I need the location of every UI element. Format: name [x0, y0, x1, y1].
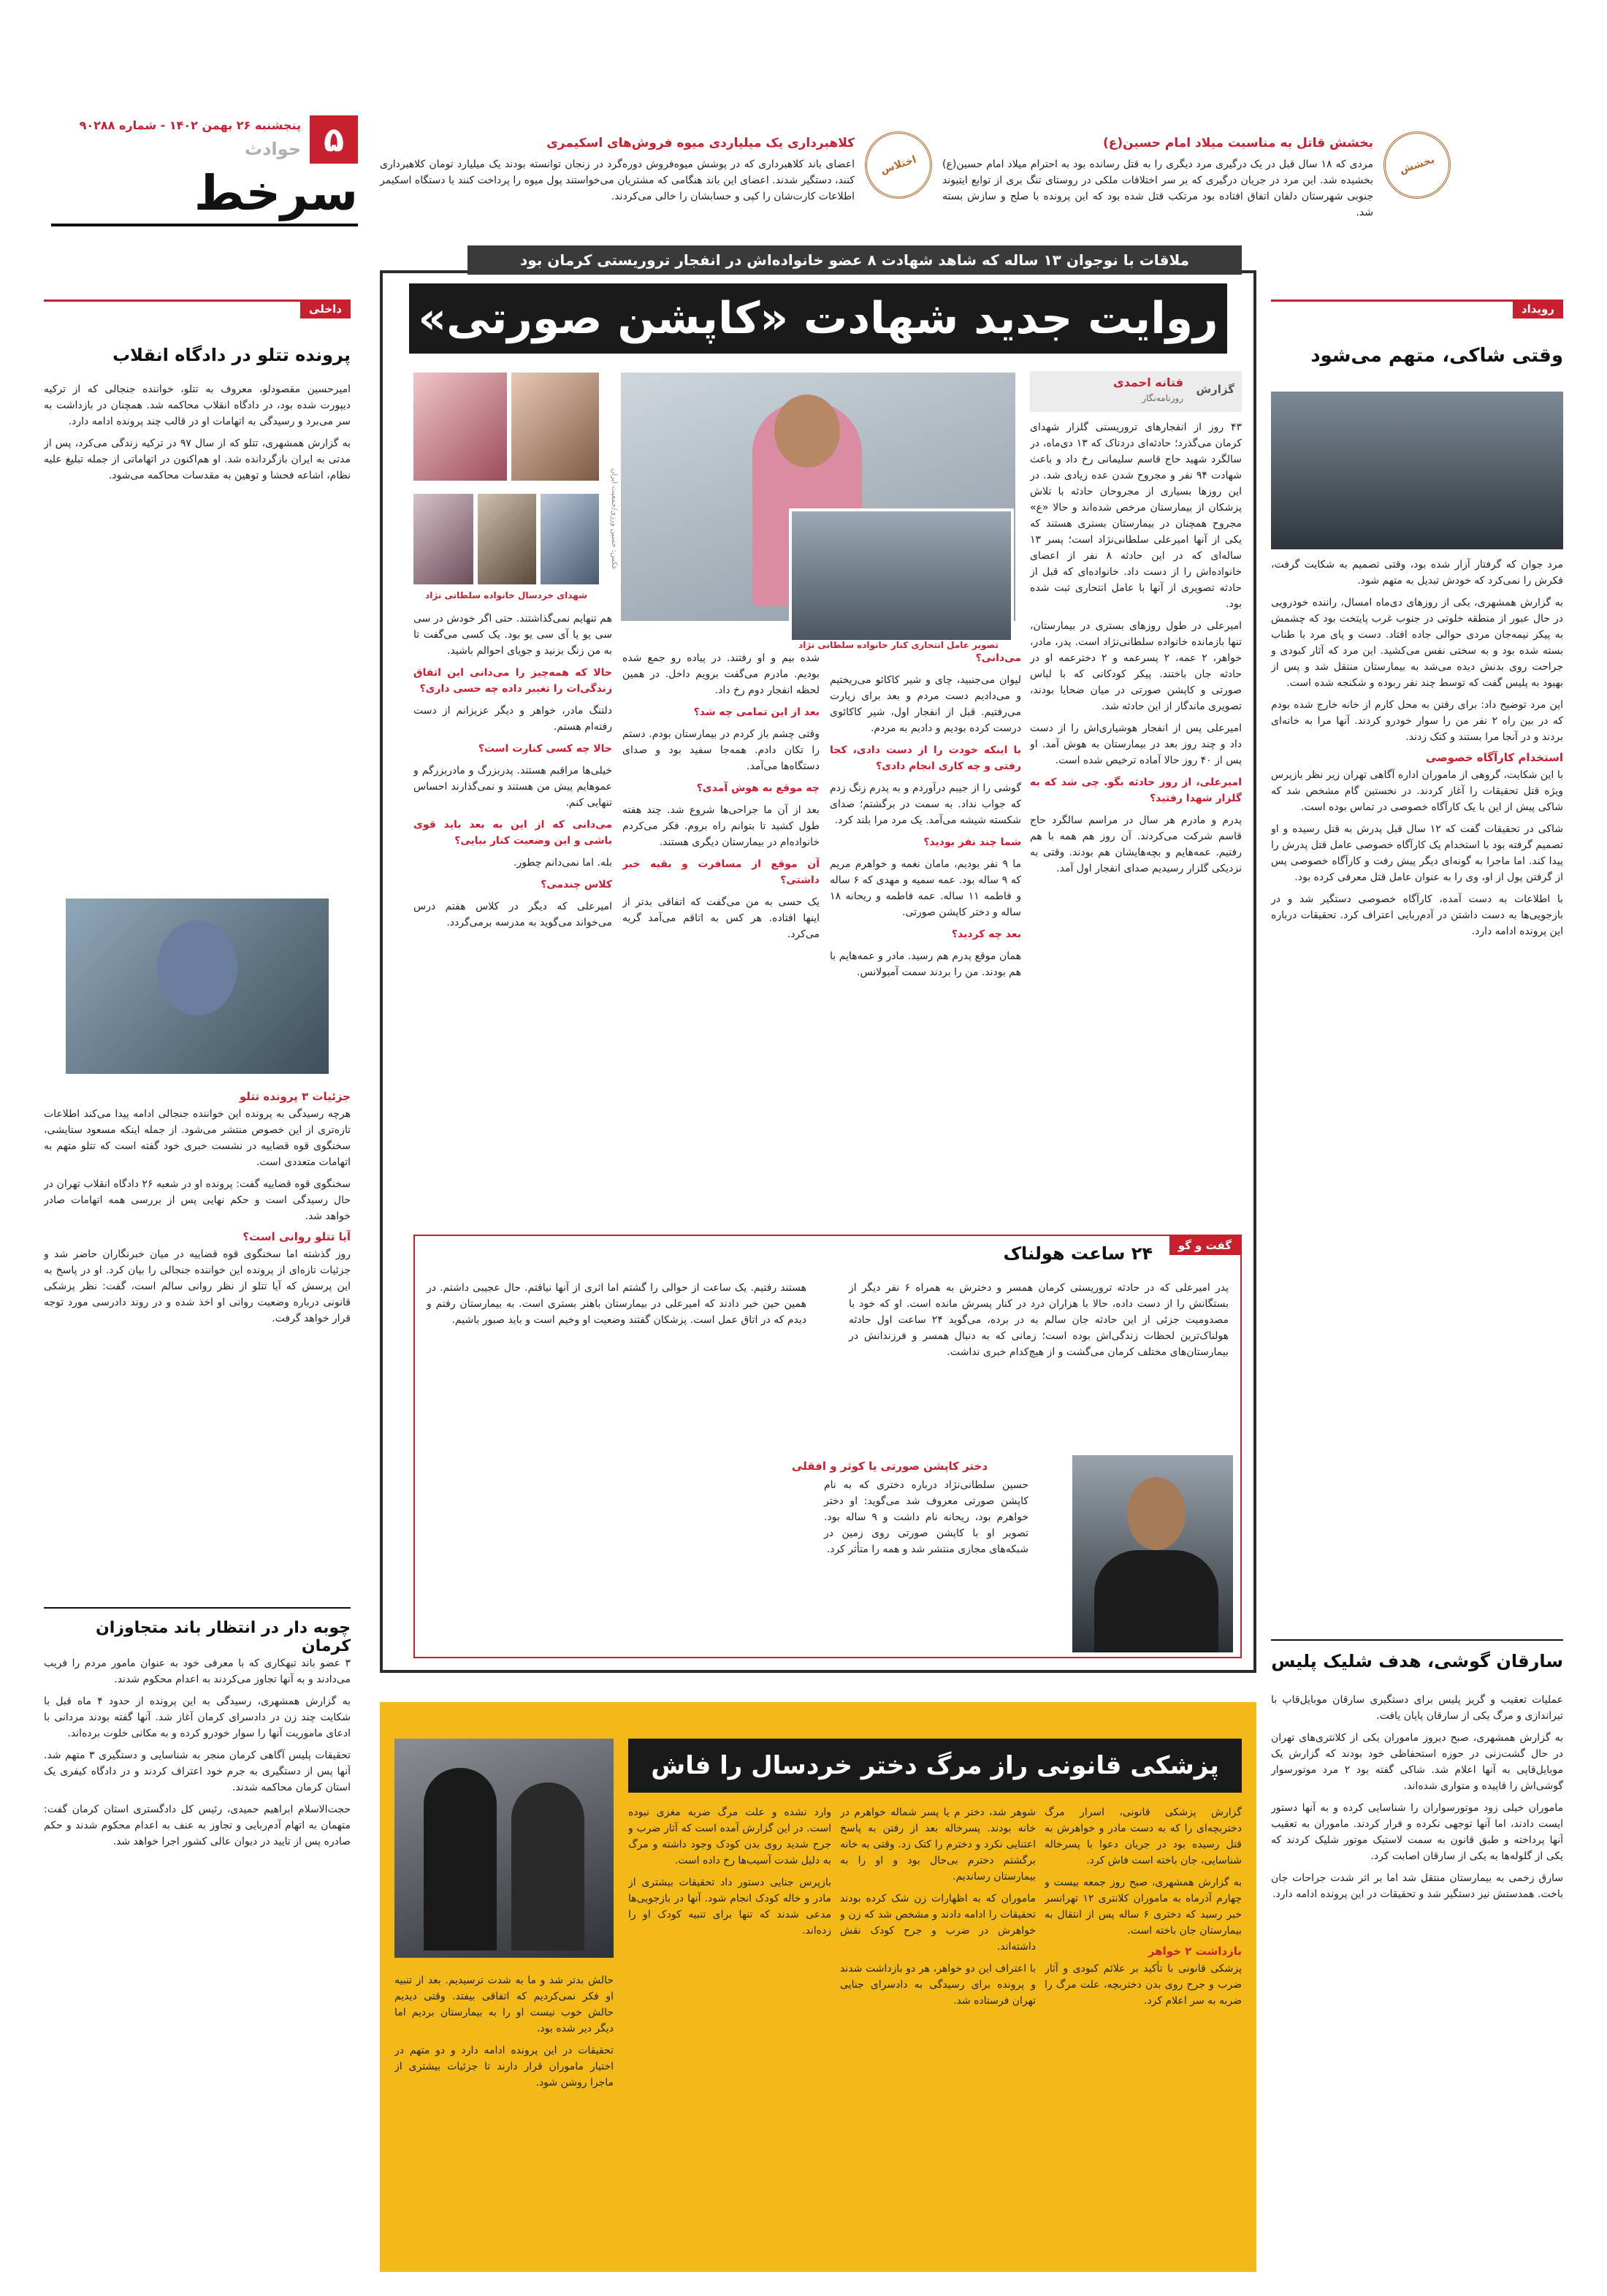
photo-child-5: [413, 494, 473, 584]
qa-box: [413, 1235, 1242, 1658]
stamp-bakhshesh: بخشش: [1375, 123, 1459, 207]
a-col4-2: دلتنگ مادر، خواهر و دیگر عزیزانم از دست رفته‌ام هستم.: [413, 705, 612, 733]
r1-sub: استخدام کارآگاه خصوصی: [1425, 751, 1563, 764]
b2-p2: ماموران که به اظهارات زن شک کرده بودند تحقیقات را ادامه دادند و مشخص شد که زن و خواهرش در ضرب و جرح کودک نقش داشته‌اند.: [840, 1893, 1036, 1953]
main-col1-q1: امیرعلی، از روز حادثه بگو. چی شد که به گلزار شهدا رفتید؟: [1030, 777, 1242, 804]
main-col4: [413, 611, 612, 1220]
caption-bomber: تصویر عامل انتحاری کنار خانواده سلطانی نژاد: [798, 640, 999, 650]
sister-1: [424, 1768, 497, 1950]
sister-2: [511, 1782, 584, 1950]
boy-head: [774, 394, 840, 468]
photo-child-1: [511, 373, 599, 481]
main-headline: روایت جدید شهادت «کاپشن صورتی»: [409, 283, 1227, 354]
right-divider: [1271, 1639, 1563, 1641]
qa-tag: گفت و گو: [1169, 1236, 1240, 1255]
b4-p1: حالش بدتر شد و ما به شدت ترسیدیم. بعد از تنبیه او فکر نمی‌کردیم که اتفاقی بیفتد. وقتی دیدیم حالش خوب نیست او را به بیمارستان بردیم اما دیگر دیر شده بود.: [394, 1975, 614, 2034]
a-col4-5: امیرعلی که دیگر در کلاس هفتم درس می‌خواند می‌گوید به مدرسه برمی‌گردد.: [413, 901, 612, 928]
right-story1-title: وقتی شاکی، متهم می‌شود: [1310, 345, 1563, 367]
q-col3-2: چه موقع به هوش آمدی؟: [696, 782, 820, 794]
stamp-ekhtelas: اختلاس: [856, 123, 941, 207]
right-story2-body: [1271, 1692, 1563, 2276]
brief-left-body: اعضای باند کلاهبرداری که در پوشش میوه‌فروش دوره‌گرد در زنجان توانسته بودند یک میلیارد تومان کلاهبرداری کنند، دستگیر شدند. اعضای این باند هنگامی که مشتریان می‌خواستند پول میوه را پرداخت کنند با دستگاه اسکیمر اطلاعات کارت‌شان را کپی و حسابشان را خالی می‌کردند.: [380, 159, 855, 202]
qa-col-right: پدر امیرعلی که در حادثه تروریستی کرمان همسر و دخترش به همراه ۶ نفر دیگر از بستگانش را از دست داده، حالا با هزاران درد در کنار پسرش مانده است. او که خود با مصدومیت جزئی از این حادثه جان سالم به در برده، می‌گوید ۲۴ ساعت اول حادثه هولناک‌ترین لحظات زندگی‌اش بوده است؛ زمانی که به دنبال همسر و فرزندانش در بیمارستان‌های مختلف کرمان می‌گشت و از هیچ‌کدام خبری نداشت.: [849, 1282, 1229, 1358]
q-col2-4: بعد چه کردید؟: [951, 928, 1021, 940]
masthead-subsection: حوادث: [244, 139, 301, 159]
left-story1-more: [44, 1086, 351, 1677]
r1-p4: با این شکایت، گروهی از ماموران اداره آگاهی تهران زیر نظر بازپرس ویژه قتل تحقیقات را آغاز کردند. در نخستین گام مشخص شد که شاکی پیش از این با یک کارآگاه خصوصی در تماس بوده است.: [1271, 769, 1563, 813]
masthead-date: پنجشنبه ۲۶ بهمن ۱۴۰۲ - شماره ۹۰۲۸۸: [79, 118, 301, 132]
l1-sub: آیا تتلو روانی است؟: [243, 1230, 351, 1243]
main-col1-p1: امیرعلی در طول روزهای بستری در بیمارستان، تنها بازمانده خانواده سلطانی‌نژاد است. پدر، مادر، خواهر، ۲ عمه، ۲ پسرعمه و ۲ دخترعمه او در حادثه جان باختند. پیکر کودکانی که با لباس صورتی و کاپشن صورتی در میان ضحایا بودند، تصویری ماندگار از این حادثه شد.: [1030, 620, 1242, 712]
left-divider: [44, 1607, 351, 1609]
qa-col-left: هستند رفتیم. یک ساعت از حوالی را گشتم اما اثری از آنها نیافتم. حال عجیبی داشتم. در همین حین خبر دادند که امیرعلی در بیمارستان باهنر بستری است. به بیمارستان رفتم و دیدم که در اتاق عمل است. پزشکان گفتند وضعیت او وخیم است و باید صبور باشیم.: [427, 1282, 806, 1326]
l2-p1: ۳ عضو باند تبهکاری که با معرفی خود به عنوان مامور مردم را فریب می‌دادند و به آنها تجاوز می‌کردند به اعدام محکوم شدند.: [44, 1658, 351, 1685]
l2-p3: تحقیقات پلیس آگاهی کرمان منجر به شناسایی و دستگیری ۳ متهم شد. آنها پس از دستگیری به جرم خود اعتراف کردند و در دادگاه کیفری یک استان کرمان محاکمه شدند.: [44, 1750, 351, 1793]
q-col2-3: شما چند نفر بودید؟: [923, 836, 1021, 848]
a-col3-4: یک حسی به من می‌گفت که اتفاقی بدتر از اینها افتاده. هر کس به اتاقم می‌آمد گریه می‌کرد.: [622, 896, 820, 940]
left-story1-body: [44, 381, 351, 747]
left-story2-title: چوبه دار در انتظار باند متجاوزان کرمان: [95, 1619, 351, 1655]
a-col2-1: لیوان می‌جنبید، چای و شیر کاکائو می‌ریختیم و می‌دادیم دست مردم و بعد برای زیارت می‌رفتیم. قبل از انفجار اول، شیر کاکائوی درست کرده بودیم و دادیم به مردم.: [830, 674, 1021, 734]
right-tag: رویداد: [1513, 300, 1563, 319]
byline-label: گزارش: [1196, 383, 1234, 396]
l1-caption: جزئیات ۳ پرونده تتلو: [239, 1090, 351, 1103]
right-story2-title: سارقان گوشی، هدف شلیک پلیس: [1271, 1651, 1563, 1671]
right-story1-body: [1271, 557, 1563, 1638]
qa-pull-body: حسین سلطانی‌نژاد درباره دختری که به نام کاپشن صورتی معروف شد می‌گوید: او دختر خواهرم بود، ریحانه نام داشت و ۹ ساله بود. تصویر او با کاپشن صورتی روی زمین در شبکه‌های مجازی منتشر شد و همه را متأثر کرد.: [824, 1479, 1028, 1555]
a-col3-1: شده بیم و او رفتند. در پیاده رو جمع شده بودیم. مادرم می‌گفت برویم داخل. در همین لحظه انفجار دوم رخ داد.: [622, 652, 820, 696]
reporter-role: روزنامه‌نگار: [1142, 393, 1183, 403]
b1-sub: بازداشت ۲ خواهر: [1148, 1945, 1242, 1958]
b4-p2: تحقیقات در این پرونده ادامه دارد و دو متهم در اختیار ماموران قرار دارند تا جزئیات بیشتری از ماجرا روشن شود.: [394, 2045, 614, 2089]
right-column: [1271, 300, 1563, 2287]
r2-p4: سارق زخمی به بیمارستان منتقل شد اما بر اثر شدت جراحات جان باخت. همدستش نیز دستگیر شد و تحقیقات در این پرونده ادامه دارد.: [1271, 1872, 1563, 1900]
brief-left-title: کلاهبرداری یک میلیاردی میوه فروش‌های اسکیمری: [546, 136, 855, 150]
top-brief-right: [942, 117, 1454, 245]
bottom-col4: [394, 1972, 614, 2265]
bottom-col1: [1045, 1804, 1242, 2265]
masthead-rule: [51, 224, 358, 226]
a-col4-4: بله. اما نمی‌دانم چطور.: [513, 857, 612, 869]
q-col3-1: بعد از این تمامی چه شد؟: [693, 706, 820, 718]
photo-child-2: [413, 373, 507, 481]
l1-p3: هرچه رسیدگی به پرونده این خواننده جنجالی ادامه پیدا می‌کند اطلاعات تازه‌تری از این خصوص منتشر می‌شود. از جمله اینکه مسعود ستایشی، سخنگوی قوه قضاییه در نشست خبری خود گفته است که تتلو متهم به اتهامات متعددی است.: [44, 1108, 351, 1168]
q-col2-1: می‌دانی؟: [975, 652, 1021, 664]
page-number: ۵: [310, 115, 358, 164]
a-col4-3: خیلی‌ها مراقبم هستند. پدربزرگ و مادربزرگم و عموهایم پیش من هستند و نمی‌گذارند احساس تنهایی کنم.: [413, 765, 612, 809]
a-col2-4: همان موقع پدرم هم رسید. مادر و عمه‌هایم با هم بودند. من را بردند سمت آمبولانس.: [830, 950, 1021, 978]
a-col4-1: هم تنهایم نمی‌گذاشتند. حتی اگر خودش در سی سی یو یا آی سی یو بود. یک کسی می‌گفت تا به من زنگ بزنید و جویای احوالم باشید.: [413, 613, 612, 657]
b1-p3: پزشکی قانونی با تأکید بر علائم کبودی و آثار ضرب و جرح روی بدن دختربچه، علت مرگ را ضربه به سر اعلام کرد.: [1045, 1963, 1242, 2007]
a-col2-2: گوشی را از جیبم درآوردم و به پدرم زنگ زدم که جواب نداد. به سمت در برگشتم؛ صدای شکسته شیشه می‌آمد. یک مرد مرا بلند کرد.: [830, 782, 1021, 826]
a-col3-3: بعد از آن ما جراحی‌ها شروع شد. چند هفته طول کشید تا بتوانم راه بروم. فکر می‌کردم خانواده‌ام در بیمارستان دیگری هستند.: [622, 804, 820, 848]
main-col1-p3: پدرم و مادرم هر سال در مراسم سالگرد حاج قاسم شرکت می‌کردند. آن روز هم همه با هم رفتیم. عمه‌هایم و بچه‌هایشان هم بودند. وقتی به نزدیکی گلزار رسیدیم صدای انفجار اول آمد.: [1030, 815, 1242, 874]
r1-p1: مرد جوان که گرفتار آزار شده بود، وقتی تصمیم به شکایت گرفت، فکرش را نمی‌کرد که خودش تبدیل به متهم شود.: [1271, 559, 1563, 587]
main-col1-p2: امیرعلی پس از انفجار هوشیاری‌اش را از دست داد و چند روز بعد در بیمارستان به هوش آمد. او پس از ۴۰ روز حالا آماده ترخیص شده است.: [1030, 722, 1242, 766]
b3-p2: بازپرس جنایی دستور داد تحقیقات بیشتری از مادر و خاله کودک انجام شود. آنها در بازجویی‌ها مدعی شدند که تنها برای تنبیه کودک او را زده‌اند.: [628, 1877, 831, 1937]
a-col3-2: وقتی چشم باز کردم در بیمارستان بودم. دستم را تکان دادم. همه‌جا سفید بود و صدای دستگاه‌ها می‌آمد.: [622, 728, 820, 772]
main-intro: [1030, 419, 1242, 1219]
masthead: [51, 115, 358, 225]
r1-p6: با اطلاعات به دست آمده، کارآگاه خصوصی دستگیر شد و در بازجویی‌ها به دست داشتن در آدم‌ربایی اعتراف کرد. تحقیقات درباره این پرونده ادامه دارد.: [1271, 893, 1563, 937]
photo-sisters: [394, 1739, 614, 1958]
main-col3: [622, 650, 820, 1220]
photo-bomber-family: [789, 508, 1014, 643]
q-col4-1: حالا که همه‌چیز را می‌دانی این اتفاق زندگی‌ات را تغییر داده چه حسی داری؟: [413, 667, 612, 695]
brief-right-body: مردی که ۱۸ سال قبل در یک درگیری مرد دیگری را به قتل رسانده بود به احترام میلاد امام حسین(ع) بخشیده شد. این مرد در جریان درگیری که بر سر اختلافات ملکی در روستای تنگ بری از توابع ایتیوند جنوبی شهرستان دلفان اتفاق افتاده بود مرتکب قتل شده بود که این پرونده با صلح و سازش بسته شد.: [942, 159, 1373, 218]
l1-p5: روز گذشته اما سخنگوی قوه قضاییه در میان خبرنگاران حاضر شد و جزئیات تازه‌ای از پرونده این خواننده جنجالی را بیان کرد. او در پاسخ به این پرسش که آیا تتلو از نظر روانی سالم است، گفت: نظر پزشکی قانونی درباره وضعیت روانی او اخذ شده و در روند دادرسی مورد توجه قرار خواهد گرفت.: [44, 1248, 351, 1324]
main-col2: [830, 650, 1021, 1220]
b2-p3: با اعتراف این دو خواهر، هر دو بازداشت شدند و پرونده برای رسیدگی به دادسرای جنایی تهران فرستاده شد.: [840, 1963, 1036, 2007]
tataloo-head: [157, 920, 237, 1015]
photo-father: [1072, 1455, 1233, 1652]
photo-child-4: [478, 494, 536, 584]
photo-child-3: [541, 494, 599, 584]
bottom-col3: [628, 1804, 831, 2265]
l1-p1: امیرحسین مقصودلو، معروف به تتلو، خواننده جنجالی که از ترکیه دیپورت شده بود، در دادگاه انقلاب محاکمه شد. همچنان در بازداشت به سر می‌برد و رسیدگی به اتهامات او در قالب چند پرونده ادامه دارد.: [44, 384, 351, 427]
l2-p4: حجت‌الاسلام ابراهیم حمیدی، رئیس کل دادگستری استان کرمان گفت: متهمان به اتهام آدم‌ربایی و تجاوز به عنف به اعدام محکوم شدند و حکم صادره پس از تایید در دیوان عالی کشور اجرا خواهد شد.: [44, 1804, 351, 1847]
b1-p2: به گزارش همشهری، صبح روز جمعه بیست و چهارم آذرماه به ماموران کلانتری ۱۲ تهرانسر خبر رسید که دختری ۶ ساله پس از انتقال به بیمارستان جان باخته است.: [1045, 1877, 1242, 1937]
b3-p1: وارد نشده و علت مرگ ضربه مغزی نبوده است. در این گزارش آمده است که آثار ضرب و جرح شدید روی بدن کودک وجود داشته و مرگ به دلیل شدت آسیب‌ها رخ داده است.: [628, 1807, 831, 1866]
father-head: [1127, 1477, 1186, 1550]
l1-p2: به گزارش همشهری، تتلو که از سال ۹۷ در ترکیه زندگی می‌کرد، پس از مدتی به ایران بازگردانده شد. او هم‌اکنون در اتهاماتی از جمله تبلیغ علیه نظام، اشاعه فحشا و توهین به مقدسات محاکمه می‌شود.: [44, 438, 351, 481]
bottom-col2: [840, 1804, 1036, 2265]
q-col4-3: می‌دانی که از این به بعد باید قوی باشی و این وضعیت کنار بیایی؟: [413, 819, 612, 847]
left-story1-title: پرونده تتلو در دادگاه انقلاب: [112, 345, 351, 365]
photo-tataloo: [66, 899, 329, 1074]
brief-right-title: بخشش قاتل به مناسبت میلاد امام حسین(ع): [1103, 136, 1373, 150]
r2-p1: عملیات تعقیب و گریز پلیس برای دستگیری سارقان موبایل‌قاپ با تیراندازی و مرگ یکی از سارقان پایان یافت.: [1271, 1694, 1563, 1722]
bottom-headline: پزشکی قانونی راز مرگ دختر خردسال را فاش: [628, 1739, 1242, 1793]
b2-p1: شوهر شد، دختر م یا پسر شماله خواهرم در خانه بودند. پسرخاله بعد از رفتن به پاسخ اعتنایی نکرد و دخترم را کتک زد. وقتی به خانه برگشتم دخترم بی‌حال بود و او را به بیمارستان رساندیم.: [840, 1807, 1036, 1883]
r1-p2: به گزارش همشهری، یکی از روزهای دی‌ماه امسال، راننده خودرویی در حال عبور از منطقه خلوتی در جنوب غرب پایتخت بود که چشمش به پیکر نیمه‌جان مردی حوالی جاده افتاد. دست و پای مرد با طناب بسته شده بود و به سختی نفس می‌کشید. این مرد که آثار کبودی و جراحت روی بدنش دیده می‌شد به بیمارستان منتقل شد و پس از بهبود به پلیس گفت که توسط چند نفر ربوده و شکنجه شده است.: [1271, 597, 1563, 689]
r1-p5: شاکی در تحقیقات گفت که ۱۲ سال قبل پدرش به قتل رسیده و او تصمیم گرفته بود با استخدام یک کارآگاه خصوصی عامل قتل پدرش را پیدا کند. اما ماجرا به گونه‌ای دیگر پیش رفت و کارآگاه خصوصی پس از گرفتن پول از او، وی را به عنوان عامل قتل معرفی کرده بود.: [1271, 823, 1563, 883]
byline: [1030, 371, 1242, 412]
q-col2-2: با اینکه خودت را از دست دادی، کجا رفتی و چه کاری انجام دادی؟: [830, 744, 1021, 772]
caption-family: شهدای خردسال خانواده سلطانی نژاد: [425, 590, 587, 600]
top-brief-left: [380, 117, 935, 245]
q-col4-2: حالا چه کسی کنارت است؟: [478, 743, 612, 755]
q-col4-4: کلاس چندمی؟: [541, 879, 612, 890]
photo-credit: عکس: حسین ورزی/جمعیت ایران: [610, 468, 618, 570]
r2-p3: ماموران خیلی زود موتورسواران را شناسایی کرده و به آنها دستور ایست دادند، اما آنها توجهی نکرده و فرار کردند. ماموران به تعقیب آنها پرداخته و طبق قانون به سمت لاستیک موتور شلیک کردند که یکی از گلوله‌ها به یکی از سارقان اصابت کرد.: [1271, 1802, 1563, 1862]
left-story2-body: [44, 1655, 351, 2276]
l2-p2: به گزارش همشهری، رسیدگی به این پرونده از حدود ۴ ماه قبل با شکایت چند زن در دادسرای کرمان آغاز شد. آنها گفته بودند مردانی با ادعای ماموریت آنها را سوار خودرو کرده و به مکانی خلوت برده‌اند.: [44, 1696, 351, 1739]
father-body: [1094, 1550, 1218, 1652]
a-col2-3: ما ۹ نفر بودیم، مامان نغمه و خواهرم مریم که ۹ ساله بود. عمه سمیه و مهدی که ۶ ساله و فاطمه ۱۱ ساله. عمه فاطمه و ریحانه ۱۸ ساله و دختر کاپشن صورتی.: [830, 858, 1021, 918]
masthead-section: سرخط: [194, 165, 358, 221]
r2-p2: به گزارش همشهری، صبح دیروز ماموران یکی از کلانتری‌های تهران در حال گشت‌زنی در حوزه استحفاظی خود بودند که گزارش یک موبایل‌قاپی به آنها اعلام شد. شاکی گفته بود ۲ مرد موتورسوار گوشی‌اش را قاپیده و متواری شده‌اند.: [1271, 1732, 1563, 1792]
left-tag: داخلی: [300, 300, 351, 319]
reporter-name: فتانه احمدی: [1113, 375, 1183, 389]
main-intro-text: ۴۳ روز از انفجارهای تروریستی گلزار شهدای کرمان می‌گذرد؛ حادثه‌ای دردناک که ۱۳ دی‌ماه، در سالگرد شهید حاج قاسم سلیمانی رخ داد و باعث شهادت ۹۴ نفر و مجروح شدن عده زیادی شد. در این روزها بسیاری از مجروحان حادثه با تلاش پزشکان از بیمارستان مرخص شده‌اند و حالا «ع» مجروح همچنان در بیمارستان بستری هستند که یکی از آنها امیرعلی سلطانی‌نژاد است؛ پسر ۱۳ ساله‌ای که در این حادثه ۸ نفر از اعضای خانواده‌اش را از دست داد. خانواده‌ای که قبل از حادثه تصویری از آنها با عامل انتحاری ثبت شده بود.: [1030, 422, 1242, 610]
qa-title: ۲۴ ساعت هولناک: [1003, 1243, 1153, 1264]
photo-suspects: [1271, 392, 1563, 549]
q-col3-3: آن موقع از مسافرت و بقیه خبر داشتی؟: [622, 858, 820, 886]
r1-p3: این مرد توضیح داد: برای رفتن به محل کارم از خانه خارج شده بودم که در بین راه ۲ نفر من را سوار خودرو کردند. آنها مرا به خانه‌ای بردند و در آنجا مرا بستند و کتک زدند.: [1271, 699, 1563, 743]
left-column: [44, 300, 351, 2287]
main-kicker: ملاقات با نوجوان ۱۳ ساله که شاهد شهادت ۸ عضو خانواده‌اش در انفجار تروریستی کرمان بود: [467, 245, 1242, 275]
qa-pull-title: دختر کاپشن صورتی یا کوثر و افقلی: [791, 1460, 988, 1473]
l1-p4: سخنگوی قوه قضاییه گفت: پرونده او در شعبه ۲۶ دادگاه انقلاب تهران در حال رسیدگی است و حکم نهایی پس از بررسی همه اتهامات صادر خواهد شد.: [44, 1178, 351, 1222]
b1-p1: گزارش پزشکی قانونی، اسرار مرگ دختربچه‌ای را که به دست مادر و خواهرش به قتل رسیده بود در جریان دعوا با پسرخاله شناسایی، جان باخته است فاش کرد.: [1045, 1807, 1242, 1866]
